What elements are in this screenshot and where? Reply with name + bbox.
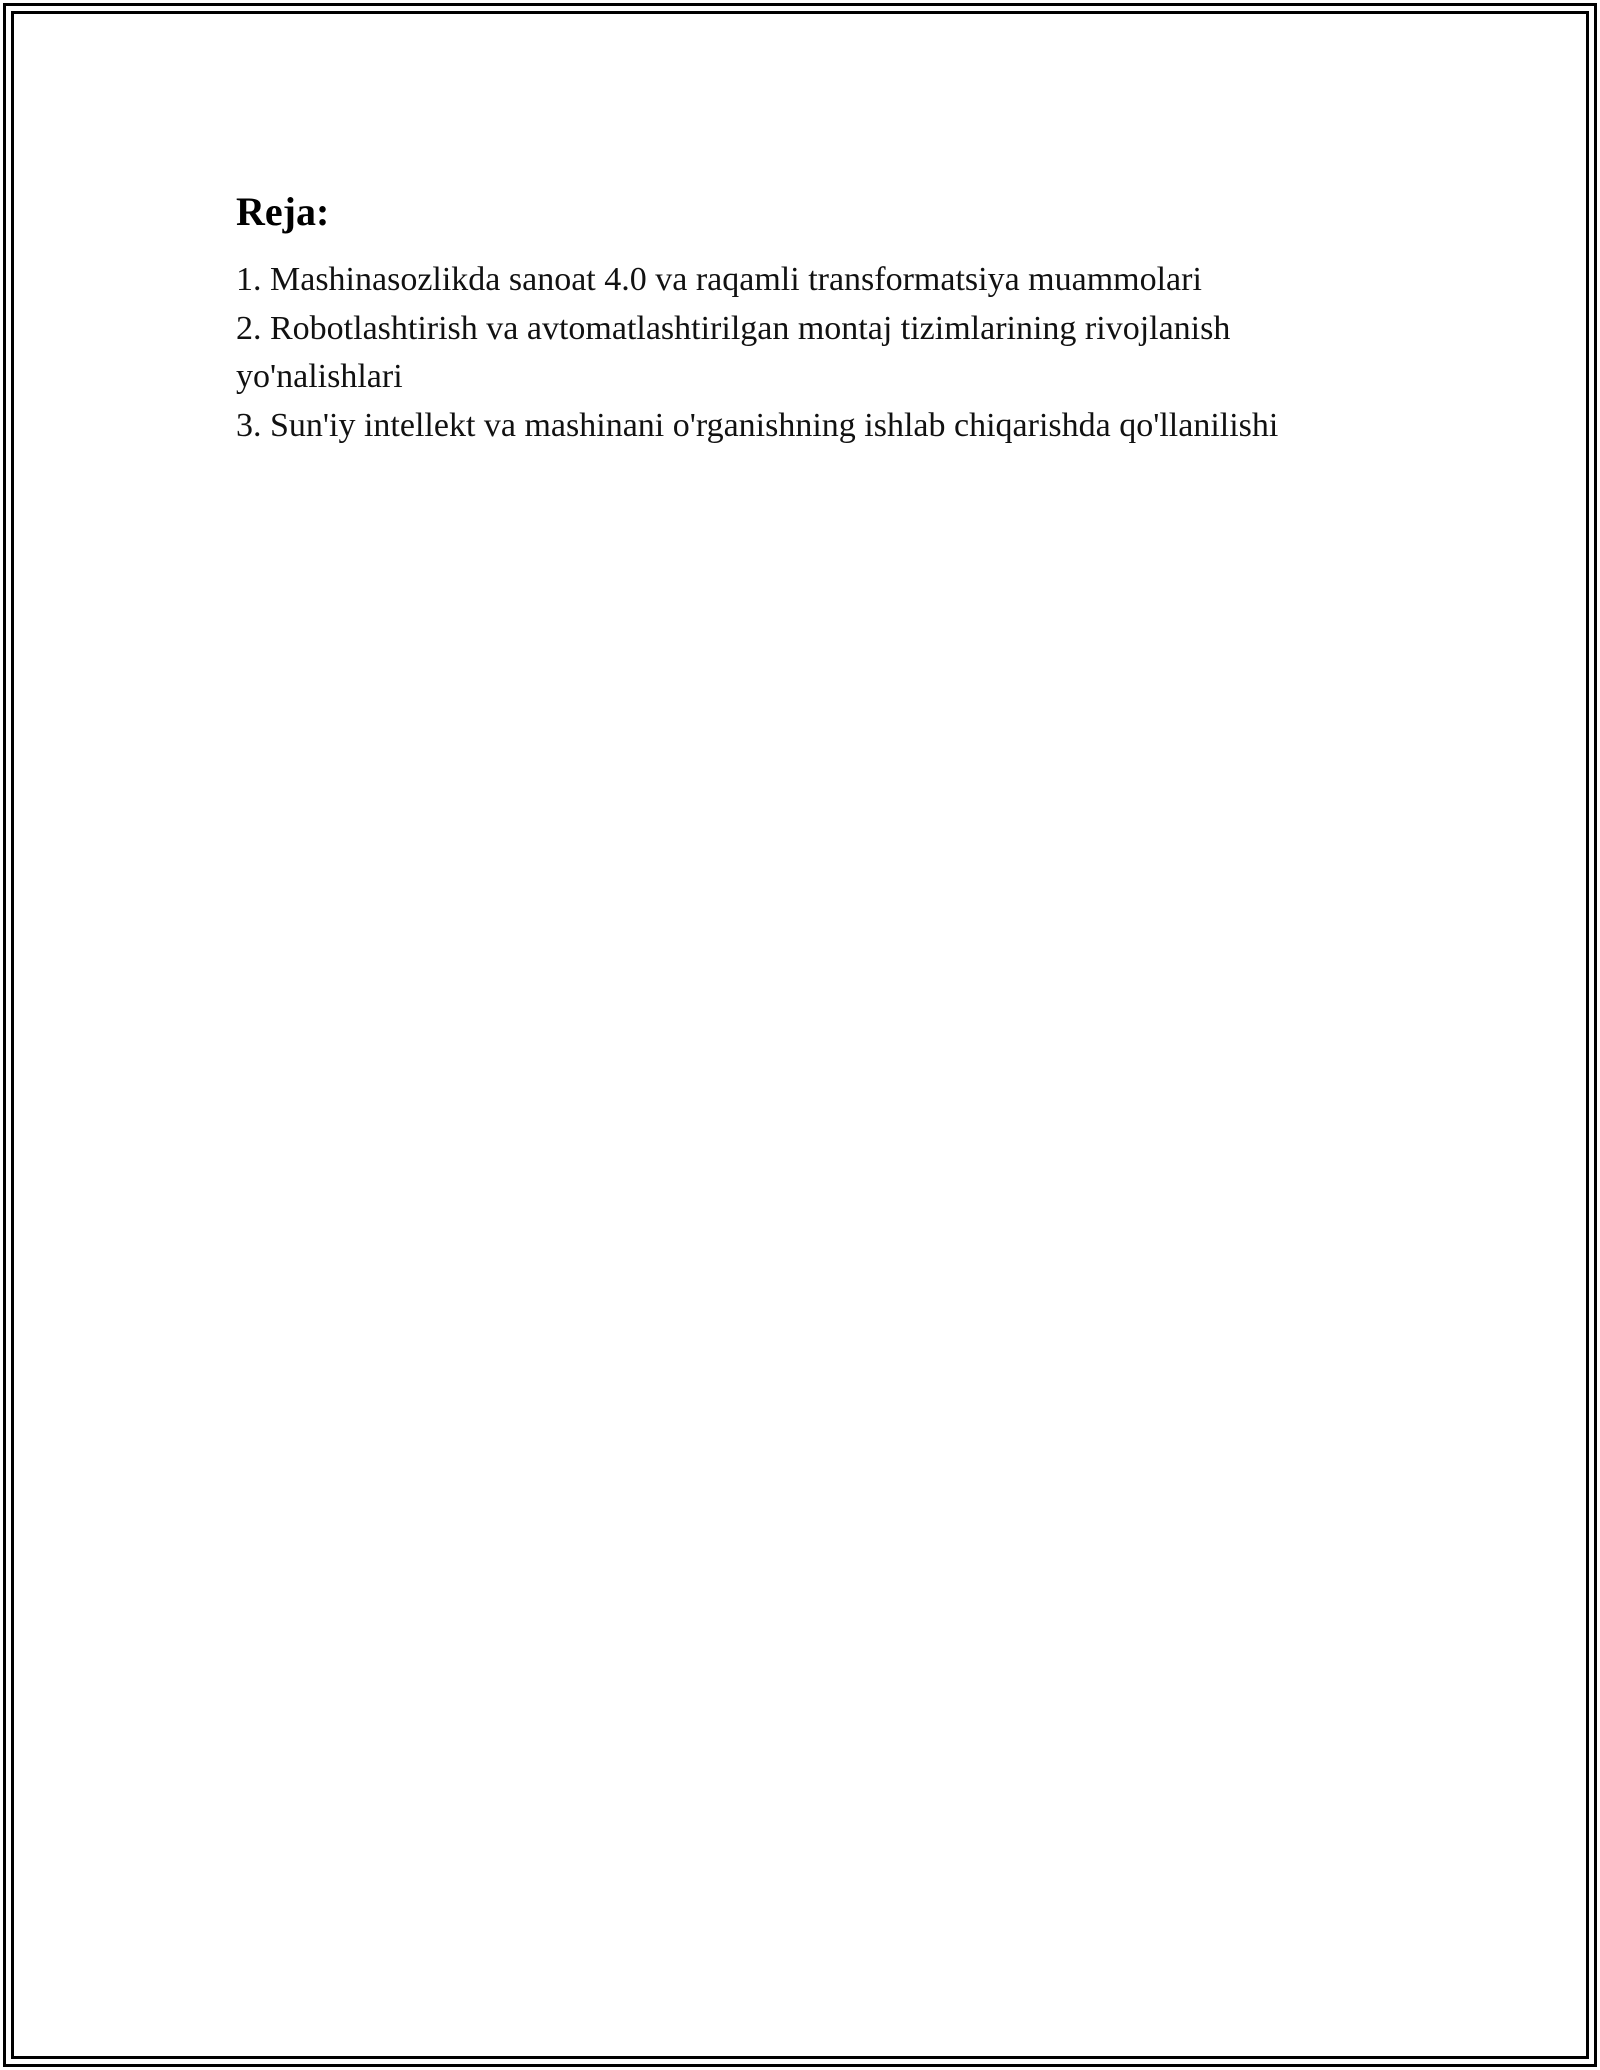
page-content	[236, 186, 1396, 450]
plan-item-3: 3. Sun'iy intellekt va mashinani o'rganishning ishlab chiqarishda qo'llanilishi	[236, 406, 1279, 444]
plan-title: Reja:	[236, 189, 330, 234]
plan-list	[236, 256, 1396, 450]
plan-item-1: 1. Mashinasozlikda sanoat 4.0 va raqamli transformatsiya muammolari	[236, 261, 1202, 298]
plan-item-2: 2. Robotlashtirish va avtomatlashtirilgan montaj tizimlarining rivojlanish yo'nalishlari	[236, 309, 1231, 395]
